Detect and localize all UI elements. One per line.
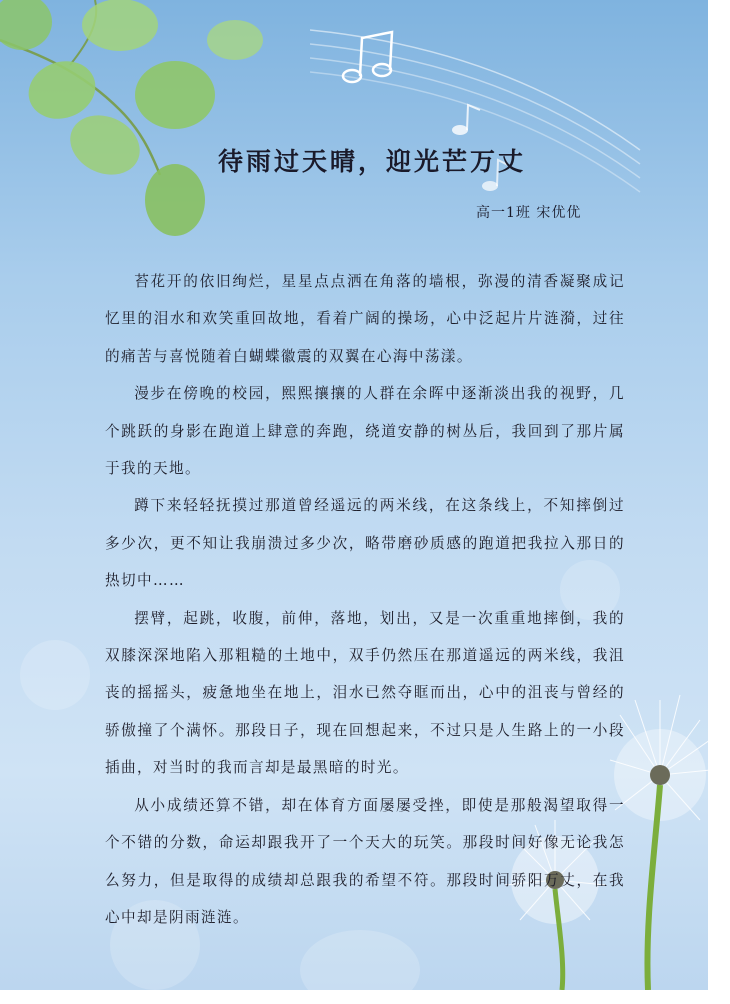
bokeh-circle: [20, 640, 90, 710]
paragraph: 从小成绩还算不错，却在体育方面屡屡受挫，即使是那般渴望取得一个不错的分数，命运却跟我开了一个天大的玩笑。那段时间好像无论我怎么努力，但是取得的成绩却总跟我的希望不符。那段时间骄阳万丈，在我心中却是阴雨涟涟。: [105, 796, 625, 926]
article-title: 待雨过天晴，迎光芒万丈: [217, 147, 526, 176]
article-author: 高一1班 宋优优: [476, 205, 582, 221]
bokeh-circle: [300, 930, 420, 990]
page-margin: [708, 0, 730, 1004]
article-body: [105, 263, 625, 936]
paragraph: 蹲下来轻轻抚摸过那道曾经遥远的两米线，在这条线上，不知摔倒过多少次，更不知让我崩溃过多少次，略带磨砂质感的跑道把我拉入那日的热切中……: [105, 497, 625, 590]
paragraph: 苔花开的依旧绚烂，星星点点洒在角落的墙根，弥漫的清香凝聚成记忆里的泪水和欢笑重回故地，看着广阔的操场，心中泛起片片涟漪，过往的痛苦与喜悦随着白蝴蝶徽震的双翼在心海中荡漾。: [105, 273, 625, 365]
page-margin: [0, 990, 730, 1004]
music-note-icon: [310, 10, 650, 270]
leaf-branch-icon: [0, 0, 300, 260]
paragraph: 摆臂，起跳，收腹，前伸，落地，划出，又是一次重重地摔倒，我的双膝深深地陷入那粗糙的土地中，双手仍然压在那道遥远的两米线，我沮丧的摇摇头，疲惫地坐在地上，泪水已然夺眶而出，心中的沮丧与曾经的骄傲撞了个满怀。那段日子，现在回想起来，不过只是人生路上的一小段插曲，对当时的我而言却是最黑暗的时光。: [105, 609, 625, 777]
paragraph: 漫步在傍晚的校园，熙熙攘攘的人群在余晖中逐渐淡出我的视野，几个跳跃的身影在跑道上肆意的奔跑，绕道安静的树丛后，我回到了那片属于我的天地。: [105, 385, 625, 478]
